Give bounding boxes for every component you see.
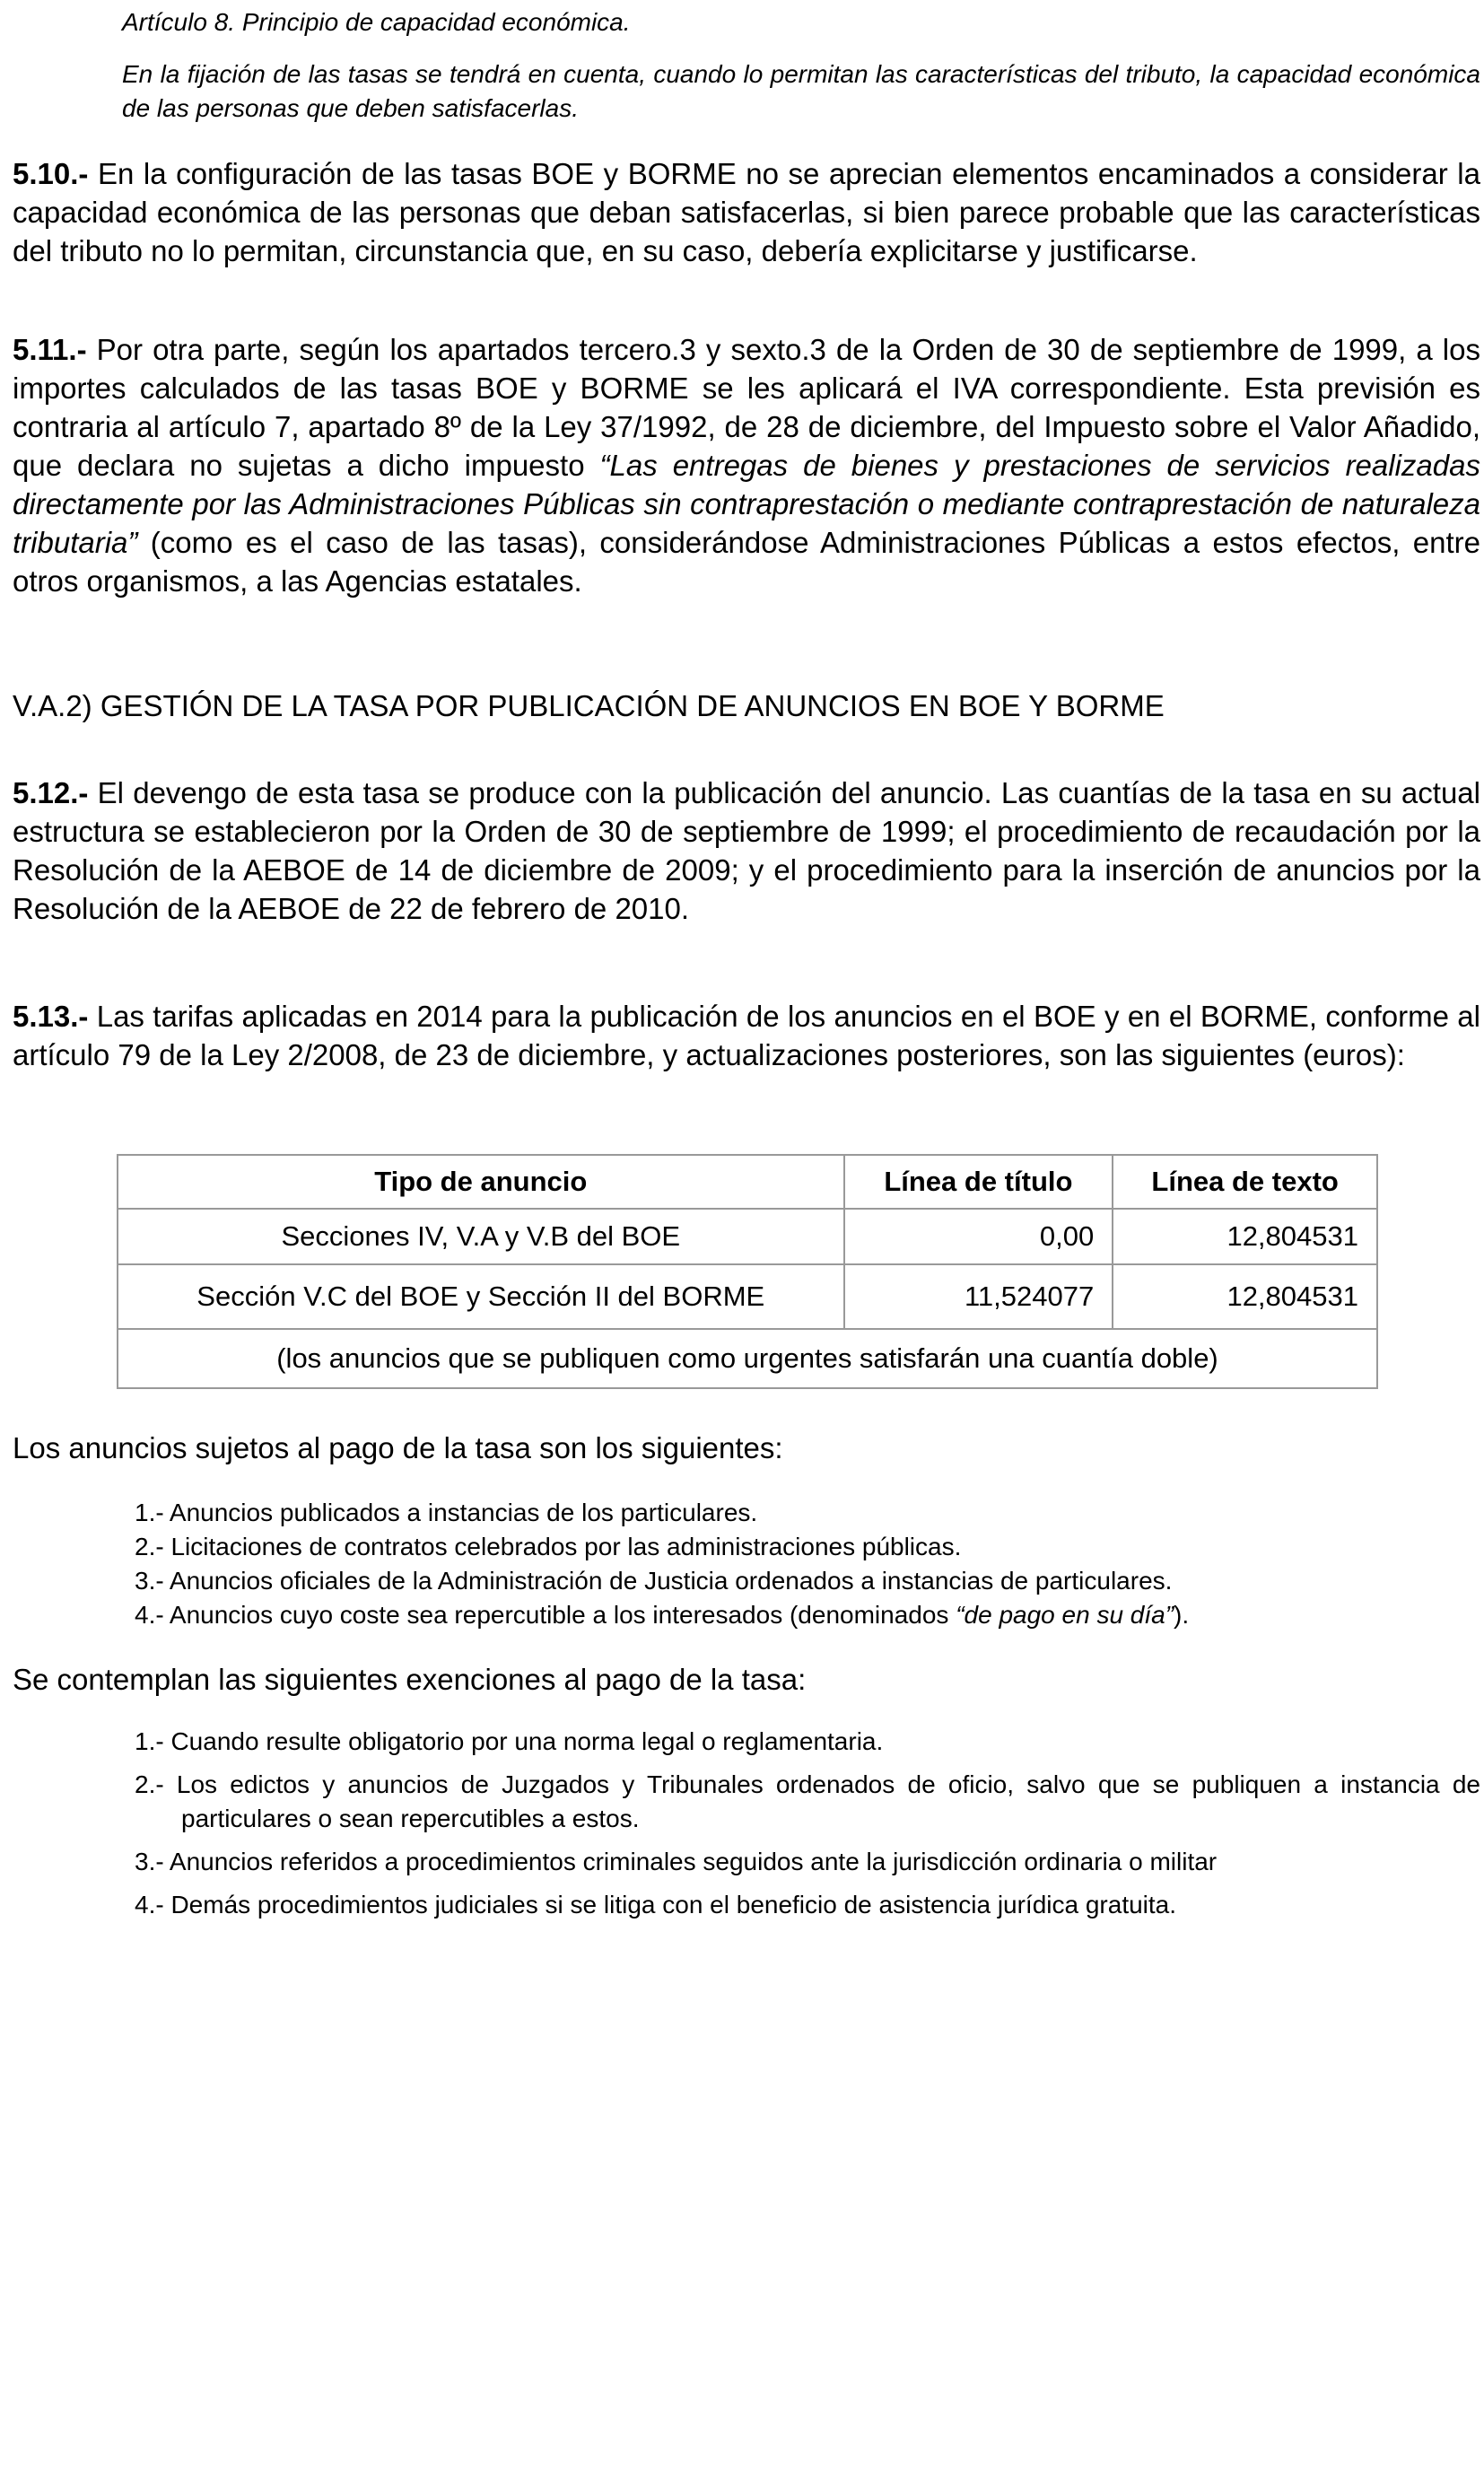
exemptions-list <box>135 1725 1480 1922</box>
exemptions-intro: Se contemplan las siguientes exenciones al pago de la tasa: <box>13 1663 807 1696</box>
table-row <box>118 1209 1377 1264</box>
list-item: 2.- Los edictos y anuncios de Juzgados y Tribunales ordenados de oficio, salvo que se publiquen a instancia de particulares o sean repercutibles a estos. <box>135 1770 1480 1832</box>
table-cell: 12,804531 <box>1113 1264 1377 1329</box>
article-text: En la fijación de las tasas se tendrá en cuenta, cuando lo permitan las características del tributo, la capacidad económica de las personas que deben satisfacerlas. <box>122 60 1480 122</box>
list-item: 2.- Licitaciones de contratos celebrados por las administraciones públicas. <box>135 1533 962 1560</box>
paragraph-number: 5.12.- <box>13 776 89 809</box>
subject-ads-list <box>135 1496 1480 1632</box>
paragraph-number: 5.10.- <box>13 157 89 190</box>
paragraph-text: En la configuración de las tasas BOE y BORME no se aprecian elementos encaminados a considerar la capacidad económica de las personas que deban satisfacerlas, si bien parece probable que las características del tributo no lo permitan, circunstancia que, en su caso, debería explicitarse y justificarse. <box>13 157 1480 267</box>
table-cell: Secciones IV, V.A y V.B del BOE <box>118 1209 844 1264</box>
table-header-cell: Tipo de anuncio <box>118 1155 844 1209</box>
paragraph-text: (como es el caso de las tasas), considerándose Administraciones Públicas a estos efectos, entre otros organismos, a las Agencias estatales. <box>13 526 1480 598</box>
article-title: Artículo 8. Principio de capacidad económica. <box>122 8 631 36</box>
list-item: 4.- Demás procedimientos judiciales si se litiga con el beneficio de asistencia jurídica gratuita. <box>135 1891 1177 1919</box>
table-header-cell: Línea de texto <box>1113 1155 1377 1209</box>
paragraph-text: Las tarifas aplicadas en 2014 para la publicación de los anuncios en el BOE y en el BORME, conforme al artículo 79 de la Ley 2/2008, de 23 de diciembre, y actualizaciones posteriores, son las siguientes (euros): <box>13 1000 1480 1071</box>
paragraph-text: El devengo de esta tasa se produce con la publicación del anuncio. Las cuantías de la tasa en su actual estructura se establecieron por la Orden de 30 de septiembre de 1999; el procedimiento de recaudación por la Resolución de la AEBOE de 14 de diciembre de 2009; y el procedimiento para la inserción de anuncios por la Resolución de la AEBOE de 22 de febrero de 2010. <box>13 776 1480 925</box>
table-cell: 0,00 <box>844 1209 1113 1264</box>
table-cell: 12,804531 <box>1113 1209 1377 1264</box>
subject-ads-intro: Los anuncios sujetos al pago de la tasa son los siguientes: <box>13 1431 783 1464</box>
list-item: 1.- Anuncios publicados a instancias de los particulares. <box>135 1499 758 1526</box>
table-note: (los anuncios que se publiquen como urgentes satisfarán una cuantía doble) <box>118 1329 1377 1388</box>
paragraph-number: 5.11.- <box>13 333 87 366</box>
table-header-row <box>118 1155 1377 1209</box>
paragraph-number: 5.13.- <box>13 1000 89 1033</box>
table-cell: 11,524077 <box>844 1264 1113 1329</box>
table-note-row <box>118 1329 1377 1388</box>
paragraph-5-10 <box>13 154 1480 270</box>
paragraph-text: Por otra parte, según los apartados tercero.3 y sexto.3 de la Orden de 30 de septiembre de 1999, a los importes calculados de las tasas BOE y BORME se les aplicará el IVA correspondiente. Esta previsión es contraria al artículo 7, apartado 8º de la Ley 37/1992, de 28 de diciembre, del Impuesto sobre el Valor Añadido, que declara no sujetas a dicho impuesto <box>13 333 1480 482</box>
list-item: 1.- Cuando resulte obligatorio por una norma legal o reglamentaria. <box>135 1727 884 1755</box>
paragraph-5-11 <box>13 330 1480 600</box>
list-item: 4.- Anuncios cuyo coste sea repercutible a los interesados (denominados “de pago en su día”). <box>135 1601 1190 1629</box>
section-heading: V.A.2) GESTIÓN DE LA TASA POR PUBLICACIÓN DE ANUNCIOS EN BOE Y BORME <box>13 689 1165 722</box>
table-cell: Sección V.C del BOE y Sección II del BORME <box>118 1264 844 1329</box>
tariff-table <box>117 1154 1378 1389</box>
list-item: 3.- Anuncios oficiales de la Administración de Justicia ordenados a instancias de particulares. <box>135 1567 1173 1595</box>
paragraph-5-12 <box>13 774 1480 928</box>
table-header-cell: Línea de título <box>844 1155 1113 1209</box>
paragraph-5-13 <box>13 997 1480 1074</box>
table-row <box>118 1264 1377 1329</box>
list-item: 3.- Anuncios referidos a procedimientos criminales seguidos ante la jurisdicción ordinaria o militar <box>135 1848 1218 1875</box>
legal-quote: “Las entregas de bienes y prestaciones de servicios realizadas directamente por las Administraciones Públicas sin contraprestación o mediante contraprestación de naturaleza tributaria” <box>13 449 1480 559</box>
